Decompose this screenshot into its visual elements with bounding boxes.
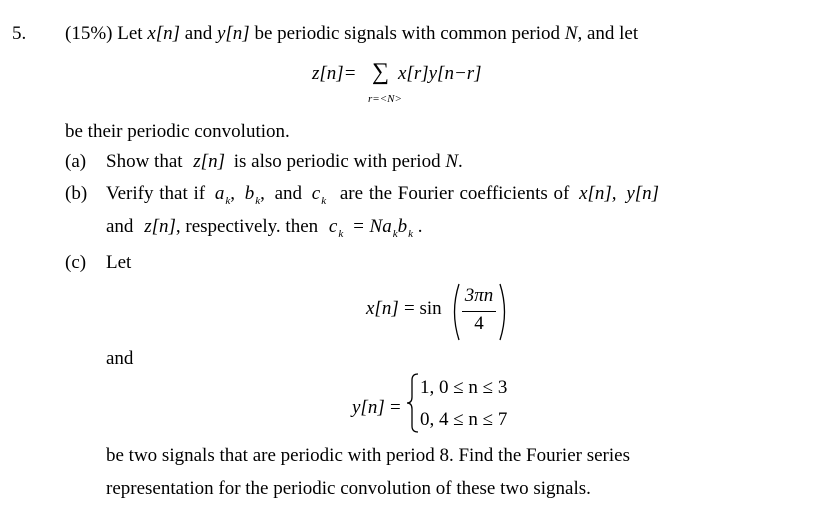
part-b-x-n: x[n],: [579, 183, 617, 204]
eq-c: c: [328, 216, 338, 237]
right-paren: [497, 282, 511, 342]
period-N: N: [564, 23, 578, 44]
part-b-line1: [106, 183, 659, 207]
coef-b: b: [244, 183, 255, 204]
part-c-and: and: [106, 348, 134, 369]
part-a-label: (a): [65, 151, 87, 172]
left-brace: [404, 372, 420, 434]
part-b-and: and: [274, 183, 303, 204]
part-a-dot: .: [458, 151, 463, 172]
x-def-lhs: x[n]: [366, 298, 399, 319]
closing-line-1: be two signals that are periodic with period 8. Find the Fourier series: [106, 445, 630, 466]
conv-lhs: z[n]=: [312, 63, 357, 84]
fraction-bar: [462, 311, 496, 312]
frac-denominator: 4: [474, 313, 484, 334]
part-b-y-n: y[n]: [626, 183, 660, 204]
closing-line-2: representation for the periodic convolution of these two signals.: [106, 478, 591, 499]
problem-number: 5.: [12, 23, 27, 44]
part-b-text2: are the Fourier coefficients of: [339, 183, 570, 204]
coef-a: a: [214, 183, 225, 204]
part-b-line2: [106, 216, 423, 240]
frac-numerator: 3πn: [464, 285, 494, 306]
part-a-z-n: z[n]: [193, 151, 225, 172]
eq-na: = Na: [351, 216, 392, 237]
comma-1: ,: [230, 183, 235, 204]
part-c-let: Let: [106, 252, 132, 273]
sigma-symbol: ∑: [372, 59, 390, 85]
x-def-eq: = sin: [404, 298, 442, 319]
conv-rhs: x[r]y[n−r]: [398, 63, 482, 84]
eq-a-sub: k: [392, 228, 398, 240]
part-b-line2-text: , respectively. then: [175, 216, 319, 237]
part-a-text2: is also periodic with period: [233, 151, 441, 172]
coef-c-sub: k: [321, 195, 327, 207]
y-def-lhs: y[n]: [352, 397, 385, 418]
problem-intro: [65, 23, 638, 45]
eq-b: b: [397, 216, 408, 237]
intro-let: Let: [117, 23, 143, 44]
eq-c-sub: k: [338, 228, 344, 240]
intro-rest: be periodic signals with common period: [254, 23, 560, 44]
part-a-N: N: [445, 151, 459, 172]
eq-dot: .: [417, 216, 423, 237]
y-def-eq: =: [390, 397, 401, 418]
y-case-1: 1, 0 ≤ n ≤ 3: [420, 377, 508, 398]
part-b-text1: Verify that if: [106, 183, 206, 204]
part-b-line2-and: and: [106, 216, 134, 237]
eq-b-sub: k: [408, 228, 414, 240]
part-a-text: [106, 151, 463, 173]
part-a-text1: Show that: [106, 151, 183, 172]
points-label: (15%): [65, 23, 113, 44]
coef-c: c: [311, 183, 321, 204]
y-case-2: 0, 4 ≤ n ≤ 7: [420, 409, 508, 430]
x-n: x[n]: [147, 23, 181, 44]
after-conv-text: be their periodic convolution.: [65, 121, 290, 142]
coef-b-sub: k: [255, 195, 261, 207]
part-b-label: (b): [65, 183, 88, 204]
y-n: y[n]: [216, 23, 250, 44]
part-c-label: (c): [65, 252, 87, 273]
part-b-z-n: z[n]: [144, 216, 176, 237]
intro-tail: , and let: [577, 23, 639, 44]
coef-a-sub: k: [225, 195, 231, 207]
comma-2: ,: [260, 183, 265, 204]
intro-and: and: [184, 23, 213, 44]
sum-index: r=<N>: [368, 93, 402, 105]
